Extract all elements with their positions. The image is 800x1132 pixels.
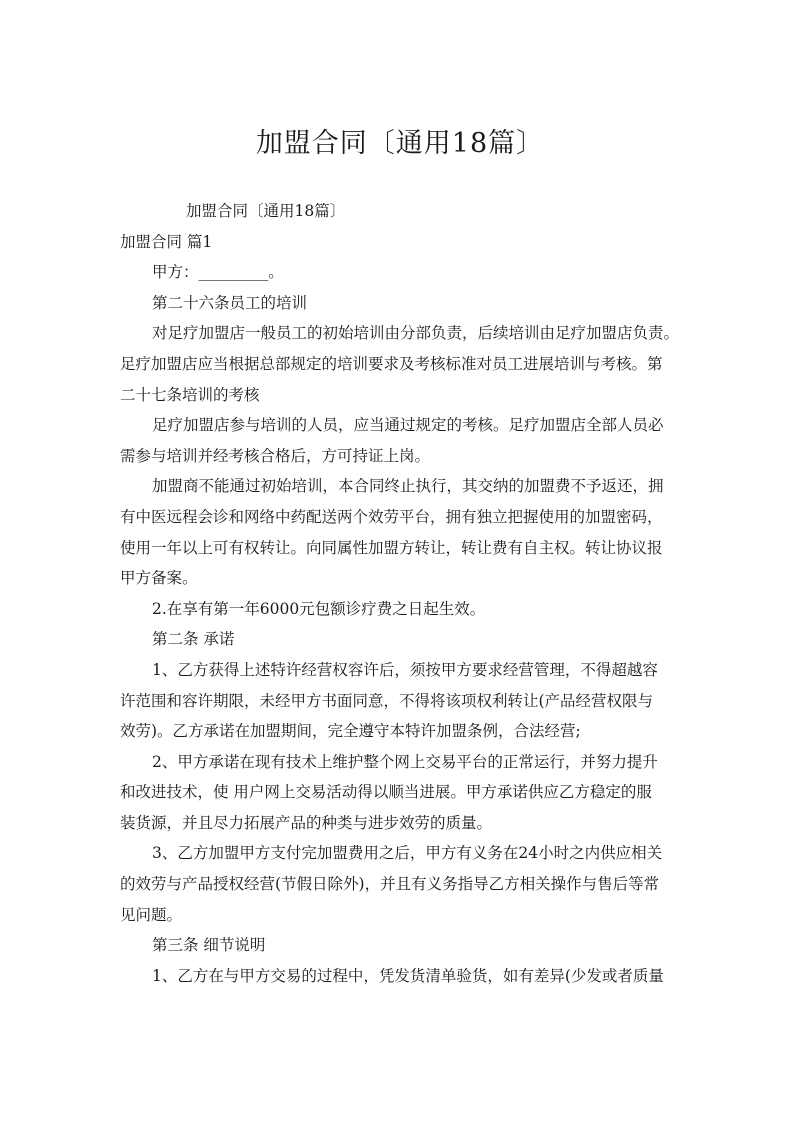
document-line: 的效劳与产品授权经营(节假日除外)，并且有义务指导乙方相关操作与售后等常: [120, 875, 660, 894]
document-line: 使用一年以上可有权转让。向同属性加盟方转让，转让费有自主权。转让协议报: [120, 538, 663, 557]
document-line: 2、甲方承诺在现有技术上维护整个网上交易平台的正常运行，并努力提升: [152, 752, 658, 771]
document-line: 甲方备案。: [120, 569, 198, 588]
document-body: [120, 196, 686, 991]
document-title: 加盟合同〔通用18篇〕: [255, 128, 545, 159]
document-line: 装货源，并且尽力拓展产品的种类与进步效劳的质量。: [120, 813, 493, 832]
document-line: 第二十六条员工的培训: [152, 293, 308, 312]
document-line: 见问题。: [120, 905, 183, 924]
document-line: 甲方：_________。: [152, 263, 284, 282]
document-line: 和改进技术，使 用户网上交易活动得以顺当进展。甲方承诺供应乙方稳定的服: [120, 783, 652, 802]
document-line: 足疗加盟店参与培训的人员，应当通过规定的考核。足疗加盟店全部人员必: [152, 416, 664, 435]
document-line: 二十七条培训的考核: [120, 385, 260, 404]
document-line: 1、乙方获得上述特许经营权容许后，须按甲方要求经营管理，不得超越容: [152, 660, 658, 679]
document-line: 加盟合同 篇1: [120, 232, 213, 251]
document-line: 3、乙方加盟甲方支付完加盟费用之后，甲方有义务在24小时之内供应相关: [152, 844, 663, 863]
document-line: 需参与培训并经考核合格后，方可持证上岗。: [120, 446, 431, 465]
document-line: 加盟商不能通过初始培训，本合同终止执行，其交纳的加盟费不予返还，拥: [152, 477, 664, 496]
document-line: 第三条 细节说明: [152, 936, 266, 955]
document-line: 1、乙方在与甲方交易的过程中，凭发货清单验货，如有差异(少发或者质量: [152, 966, 664, 985]
document-line: 足疗加盟店应当根据总部规定的培训要求及考核标准对员工进展培训与考核。第: [120, 354, 663, 373]
document-line: 加盟合同〔通用18篇〕: [186, 202, 346, 220]
document-line: 第二条 承诺: [152, 630, 235, 649]
document-line: 许范围和容许期限，未经甲方书面同意，不得将该项权利转让(产品经营权限与: [120, 691, 654, 710]
document-line: 效劳)。乙方承诺在加盟期间，完全遵守本特许加盟条例，合法经营;: [120, 722, 581, 741]
document-line: 有中医远程会诊和网络中药配送两个效劳平台，拥有独立把握使用的加盟密码，: [120, 507, 663, 526]
document-line: 对足疗加盟店一般员工的初始培训由分部负责，后续培训由足疗加盟店负责。: [152, 324, 680, 343]
document-line: 2.在享有第一年6000元包额诊疗费之日起生效。: [152, 599, 486, 618]
